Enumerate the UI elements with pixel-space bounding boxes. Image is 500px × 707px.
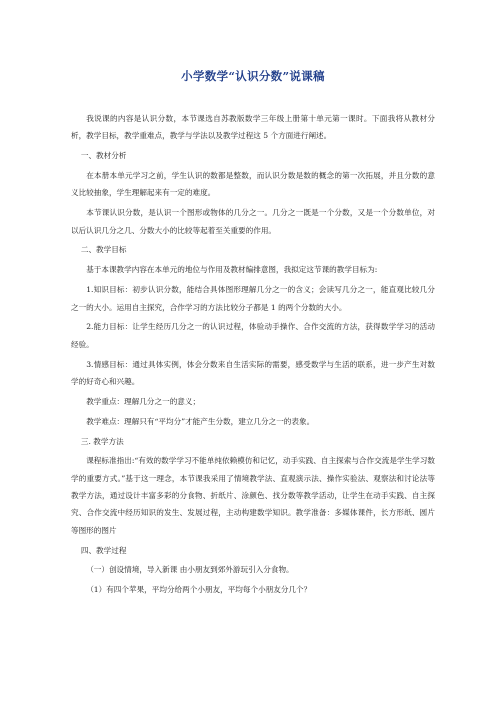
document-page bbox=[71, 0, 435, 707]
section-heading: 三. 教学方法 bbox=[80, 436, 124, 446]
paragraph: 1.知识目标：初步认识分数，能结合具体图形理解几分之一的含义；会读写几分之一，能直观比较几分之一的大小。运用自主探究，合作学习的方法比较分子都是 1 的两个分数的大小。 bbox=[71, 285, 435, 312]
paragraph: 本节课认识分数，是认识一个图形或物体的几分之一。几分之一既是一个分数，又是一个分数单位，对以后认识几分之几、分数大小的比较等起着至关重要的作用。 bbox=[71, 208, 435, 235]
paragraph: 教学重点：理解几分之一的意义； bbox=[86, 396, 201, 406]
paragraph: 在本册本单元学习之前，学生认识的数都是整数，而认识分数是数的概念的第一次拓展，并且分数的意义比较抽象，学生理解起来有一定的难度。 bbox=[71, 171, 435, 198]
section-heading: 一、教材分析 bbox=[80, 151, 127, 161]
paragraph: 3.情感目标：通过具体实例，体会分数来自生活实际的需要，感受数学与生活的联系，进一步产生对数学的好奇心和兴趣。 bbox=[71, 359, 435, 386]
paragraph: 2.能力目标：让学生经历几分之一的认识过程，体验动手操作、合作交流的方法，获得数学学习的活动经验。 bbox=[71, 322, 435, 349]
paragraph: （1）有四个苹果，平均分给两个小朋友，平均每个小朋友分几个？ bbox=[86, 585, 312, 595]
section-heading: 二、教学目标 bbox=[80, 245, 127, 255]
paragraph: 课程标准指出:“有效的数学学习不能单纯依赖模仿和记忆，动手实践、自主探索与合作交流是学生学习数学的重要方式。”基于这一理念，本节课我采用了情境教学法、直观演示法、操作实验法、观察法和讨论法等教学方法，通过设计丰富多彩的分食物、折纸片、涂颜色、找分数等教学活动，让学生在动手实践、自主探究、合作交流中经历知识的发生、发展过程，主动构建数学知识。教学准备：多媒体课件，长方形纸、圆片等图形的图片 bbox=[71, 456, 435, 535]
paragraph: 基于本课教学内容在本单元的地位与作用及教材编排意图，我拟定这节课的教学目标为: bbox=[86, 265, 378, 275]
paragraph: 教学难点：理解只有“平均分”才能产生分数，建立几分之一的表象。 bbox=[86, 416, 315, 426]
document-title: 小学数学“认识分数”说课稿 bbox=[181, 69, 325, 83]
paragraph: 我说课的内容是认识分数，本节课选自苏教版数学三年级上册第十单元第一课时。下面我将从教材分析，教学目标，教学重难点，教学与学法以及教学过程这 5 个方面进行阐述。 bbox=[71, 114, 435, 141]
document-body bbox=[71, 110, 435, 601]
paragraph: （一）创设情境，导入新课 由小朋友到郊外游玩引入分食物。 bbox=[86, 565, 294, 575]
section-heading: 四、教学过程 bbox=[80, 545, 127, 555]
